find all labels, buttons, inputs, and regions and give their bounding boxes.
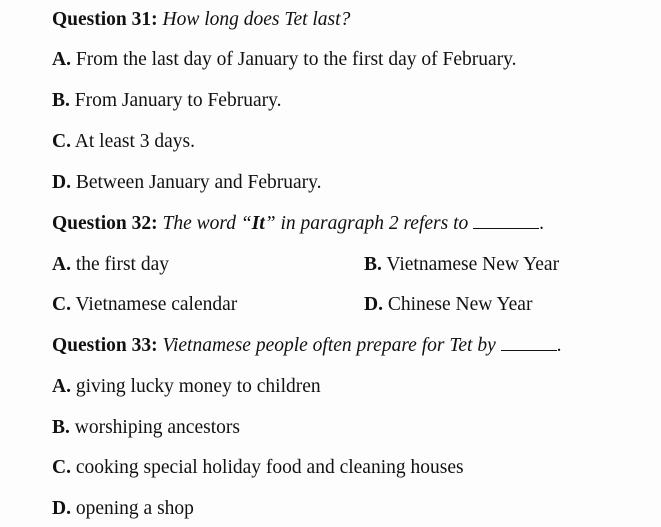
question-33-text: Vietnamese people often prepare for Tet by xyxy=(162,335,496,356)
q31-option-a xyxy=(52,48,516,72)
question-32-keyword: It xyxy=(251,213,265,234)
question-33 xyxy=(52,334,562,358)
option-text: Vietnamese New Year xyxy=(386,254,560,275)
q32-option-c xyxy=(52,293,237,317)
option-letter: B. xyxy=(52,417,70,438)
option-letter: C. xyxy=(52,457,71,478)
option-letter: A. xyxy=(52,49,71,70)
option-text: Between January and February. xyxy=(75,172,322,193)
q31-option-d xyxy=(52,171,322,195)
option-letter: B. xyxy=(364,254,382,275)
q33-option-a xyxy=(52,375,321,399)
question-31 xyxy=(52,8,350,32)
option-letter: B. xyxy=(52,90,70,111)
option-letter: D. xyxy=(364,294,383,315)
question-32-text-after: ” in paragraph 2 refers to xyxy=(264,213,469,234)
q32-option-d xyxy=(364,293,532,317)
q33-option-b xyxy=(52,416,240,440)
question-32 xyxy=(52,212,544,236)
question-33-label: Question 33: xyxy=(52,335,158,356)
option-letter: D. xyxy=(52,172,71,193)
option-letter: C. xyxy=(52,131,71,152)
answer-blank xyxy=(501,334,557,351)
option-text: opening a shop xyxy=(75,498,194,519)
option-text: From January to February. xyxy=(74,90,282,111)
q31-option-c xyxy=(52,130,195,154)
q32-option-a xyxy=(52,253,169,277)
option-letter: D. xyxy=(52,498,71,519)
question-31-text: How long does Tet last? xyxy=(162,9,351,30)
option-letter: C. xyxy=(52,294,71,315)
q31-option-b xyxy=(52,89,281,113)
option-text: giving lucky money to children xyxy=(75,376,321,397)
option-text: cooking special holiday food and cleaning houses xyxy=(75,457,464,478)
option-text: the first day xyxy=(75,254,169,275)
option-letter: A. xyxy=(52,254,71,275)
question-31-label: Question 31: xyxy=(52,9,158,30)
q33-option-c xyxy=(52,456,464,480)
q33-option-d xyxy=(52,497,194,521)
q32-option-b xyxy=(364,253,559,277)
option-letter: A. xyxy=(52,376,71,397)
answer-blank xyxy=(473,212,539,229)
option-text: Chinese New Year xyxy=(387,294,533,315)
option-text: worshiping ancestors xyxy=(74,417,240,438)
option-text: At least 3 days. xyxy=(74,131,196,152)
question-32-label: Question 32: xyxy=(52,213,158,234)
question-32-end-punct: . xyxy=(539,213,545,234)
option-text: Vietnamese calendar xyxy=(75,294,238,315)
question-32-text-before: The word “ xyxy=(162,213,252,234)
question-33-end-punct: . xyxy=(556,335,562,356)
option-text: From the last day of January to the first day of February. xyxy=(75,49,517,70)
